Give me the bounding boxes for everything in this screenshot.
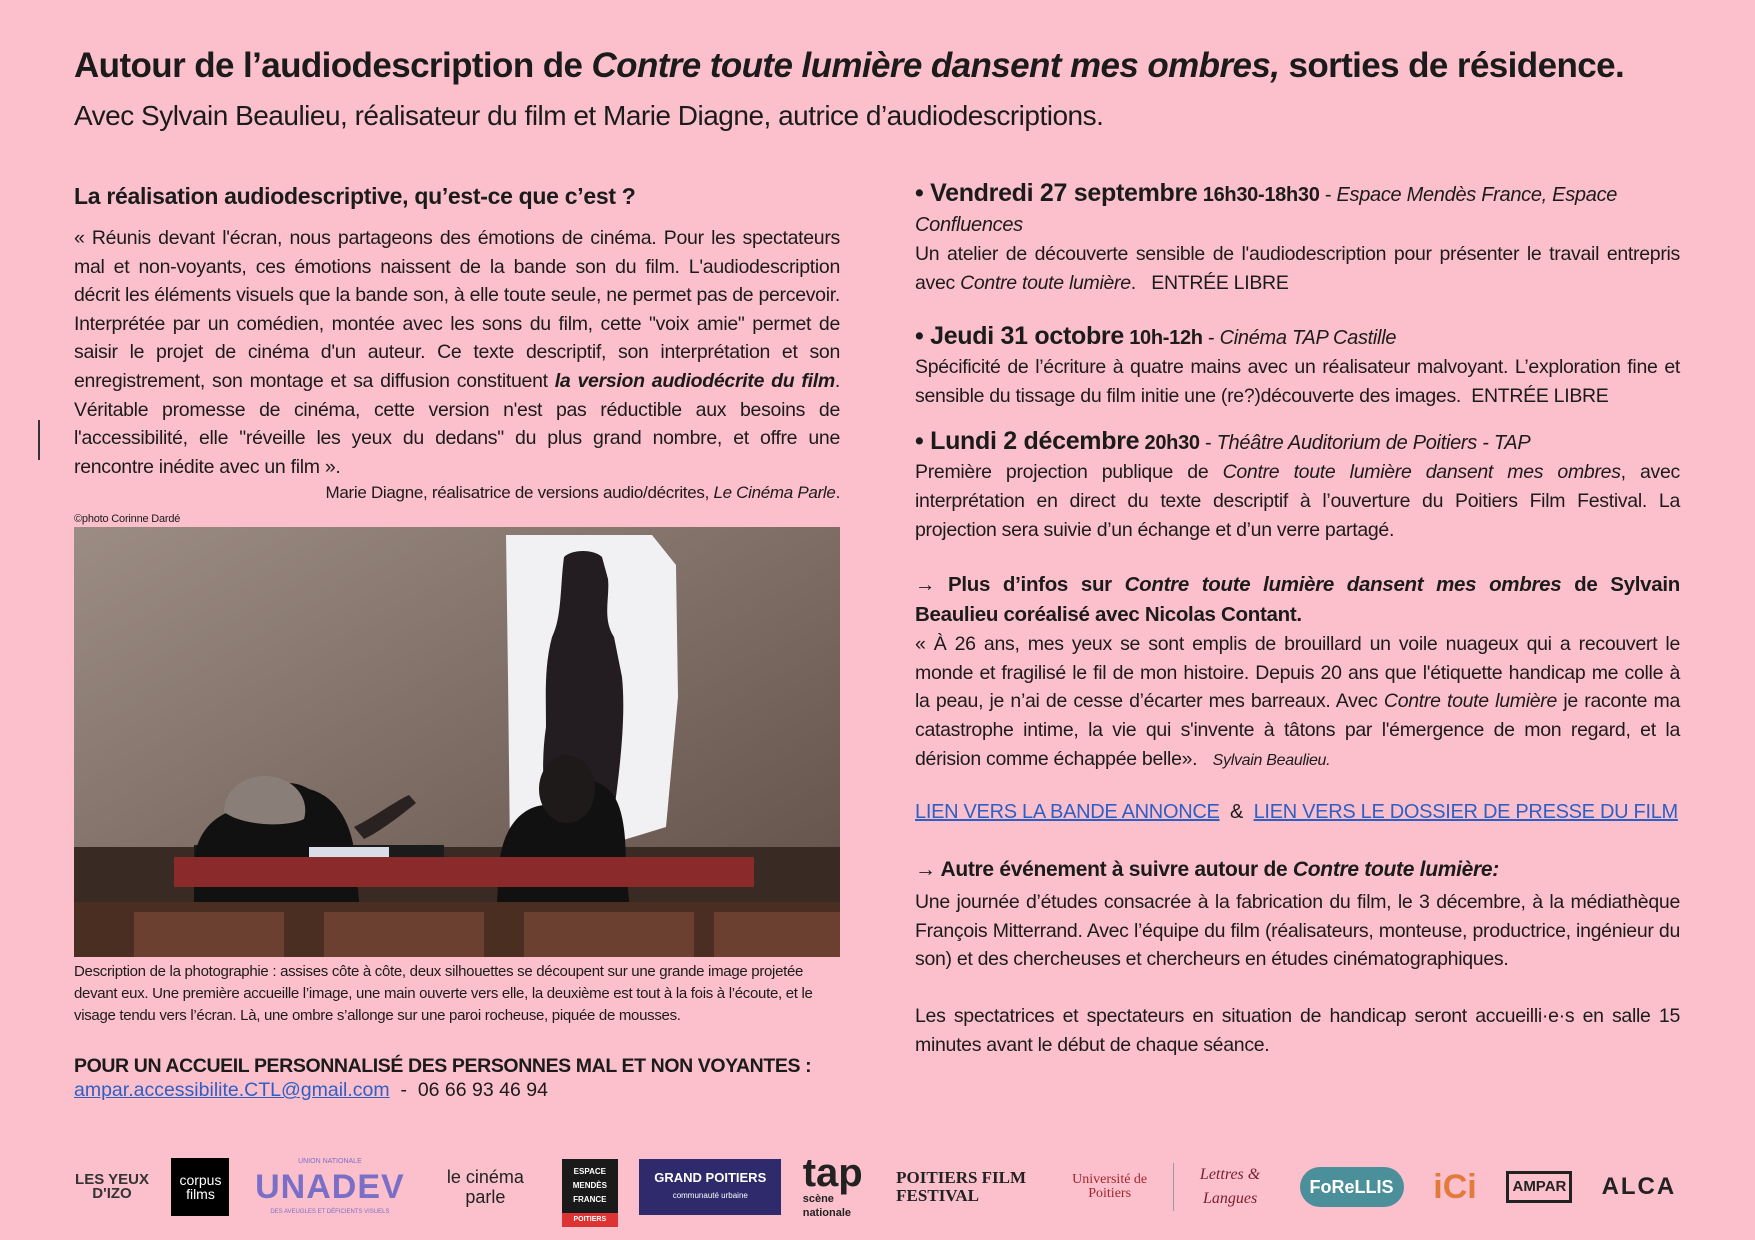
right-column (915, 178, 1686, 1059)
logo-forellis: FoReLLIS (1300, 1167, 1404, 1207)
photo-caption: Description de la photographie : assises côte à côte, deux silhouettes se découpent sur une grande image projetée devant eux. Une première accueille l’image, une main ouverte vers elle, la deuxième est tout à la fois à l’écoute, et le visage tendu vers l’écran. Là, une ombre s’allonge sur une paroi rocheuse, piquée de mousses. (74, 963, 813, 1025)
contact-line: ampar.accessibilite.CTL@gmail.com - 06 66 93 46 94 (74, 1079, 548, 1102)
event-1 (915, 178, 1680, 297)
photo-illustration (74, 527, 840, 957)
contact-email-link[interactable]: ampar.accessibilite.CTL@gmail.com (74, 1079, 390, 1102)
logo-alca: ALCA (1601, 1173, 1677, 1200)
text-cursor-mark (38, 420, 40, 460)
logo-lettres-langues: Lettres & Langues (1173, 1163, 1278, 1211)
logo-ici: iCi (1433, 1168, 1477, 1206)
left-column (74, 178, 840, 1102)
press-kit-link[interactable]: LIEN VERS LE DOSSIER DE PRESSE DU FILM (1253, 801, 1678, 824)
event-3-title: • Lundi 2 décembre 20h30 - Théâtre Auditorium de Poitiers - TAP (915, 427, 1531, 456)
page-subtitle: Avec Sylvain Beaulieu, réalisateur du film et Marie Diagne, autrice d’audiodescriptions. (74, 100, 1104, 131)
director-quote: « À 26 ans, mes yeux se sont emplis de brouillard un voile nuageux qui a recouvert le monde et fragilisé le fil de mon histoire. Depuis 20 ans que l'étiquette handicap me colle à la peau, je n’ai de cesse d’écarter mes barreaux. Avec Contre toute lumière je raconte ma catastrophe intime, la vie qui s'invente à tâtons par l'émergence de mon regard, et la dérision comme échappée belle». Sylvain Beaulieu. (915, 633, 1686, 770)
trailer-link[interactable]: LIEN VERS LA BANDE ANNONCE (915, 801, 1220, 824)
links-row: LIEN VERS LA BANDE ANNONCE & LIEN VERS LE DOSSIER DE PRESSE DU FILM (915, 801, 1678, 824)
logo-les-yeux-d-izo: LES YEUX D'IZO (75, 1171, 149, 1202)
page-title: Autour de l’audiodescription de Contre toute lumière dansent mes ombres, sorties de résidence. (74, 46, 1625, 85)
other-event-desc: Une journée d’études consacrée à la fabrication du film, le 3 décembre, à la médiathèque François Mitterrand. Avec l’équipe du film (réalisateurs, monteuse, productrice, ingénieur du son) et des chercheuses et chercheurs en études cinématographiques. (915, 891, 1680, 971)
event-1-title: • Vendredi 27 septembre 16h30-18h30 - Espace Mendès France, Espace Confluences (915, 179, 1618, 236)
logo-corpus-films: corpus films (171, 1158, 229, 1216)
contact-title: POUR UN ACCUEIL PERSONNALISÉ DES PERSONNES MAL ET NON VOYANTES : (74, 1055, 812, 1078)
event-photo (74, 527, 840, 957)
logo-tap: tap scène nationale (802, 1151, 863, 1219)
logo-cinema-parle: le cinéma parle (446, 1167, 524, 1207)
section-heading: La réalisation audiodescriptive, qu’est-ce que c’est ? (74, 183, 636, 209)
event-3 (915, 426, 1680, 544)
logo-espace-mendes-france: ESPACE MENDÈS FRANCE POITIERS (562, 1159, 618, 1215)
logo-grand-poitiers: GRAND POITIERS communauté urbaine (639, 1159, 781, 1215)
other-event-title: → Autre événement à suivre autour de Contre toute lumière: (915, 858, 1499, 882)
photo-credit: ©photo Corinne Dardé (74, 513, 181, 526)
event-2-desc: Spécificité de l’écriture à quatre mains avec un réalisateur malvoyant. L’exploration fine et sensible du tissage du film initie une (re?)découverte des images. ENTRÉE LIBRE (915, 356, 1686, 407)
logo-unadev: UNION NATIONALE UNADEV DES AVEUGLES ET DÉFICIENTS VISUELS (255, 1158, 405, 1215)
accessibility-note: Les spectatrices et spectateurs en situation de handicap seront accueilli·e·s en salle 15 minutes avant le début de chaque séance. (915, 1004, 1680, 1056)
audiodescription-quote: « Réunis devant l'écran, nous partageons des émotions de cinéma. Pour les spectateurs mal et non-voyants, ces émotions naissent de la bande son du film. L'audiodescription décrit les éléments visuels que la bande son, à elle toute seule, ne permet pas de percevoir. Interprétée par un comédien, montée avec les sons du film, cette "voix amie" permet de saisir le projet de cinéma d'un auteur. Ce texte descriptif, son interprétation et son enregistrement, son montage et sa diffusion constituent la version audiodécrite du film. Véritable promesse de cinéma, cette version n'est pas réductible aux besoins de l'accessibilité, elle "réveille les yeux du dedans" du plus grand nombre, et offre une rencontre inédite avec un film ». (74, 227, 840, 478)
logo-universite-de-poitiers: Université de Poitiers (1072, 1172, 1148, 1201)
contact-phone: 06 66 93 46 94 (417, 1079, 548, 1102)
event-1-desc: Un atelier de découverte sensible de l'audiodescription pour présenter le travail entrepris avec Contre toute lumière. ENTRÉE LIBRE (915, 243, 1680, 294)
event-3-desc: Première projection publique de Contre toute lumière dansent mes ombres, avec interprétation en direct du texte descriptif à l’ouverture du Poitiers Film Festival. La projection sera suivie d’un échange et d’un verre partagé. (915, 461, 1680, 541)
quote-signature: Marie Diagne, réalisatrice de versions audio/décrites, Le Cinéma Parle. (325, 483, 840, 503)
event-2 (915, 321, 1686, 410)
logo-ampar: AMPAR (1506, 1171, 1572, 1203)
more-info-title: → Plus d’infos sur Contre toute lumière dansent mes ombres de Sylvain Beaulieu coréalisé avec Nicolas Contant. (915, 573, 1680, 627)
partner-logos (74, 1152, 1684, 1222)
logo-poitiers-film-festival: POITIERS FILM FESTIVAL (896, 1168, 1027, 1205)
event-2-title: • Jeudi 31 octobre 10h-12h - Cinéma TAP Castille (915, 322, 1397, 351)
